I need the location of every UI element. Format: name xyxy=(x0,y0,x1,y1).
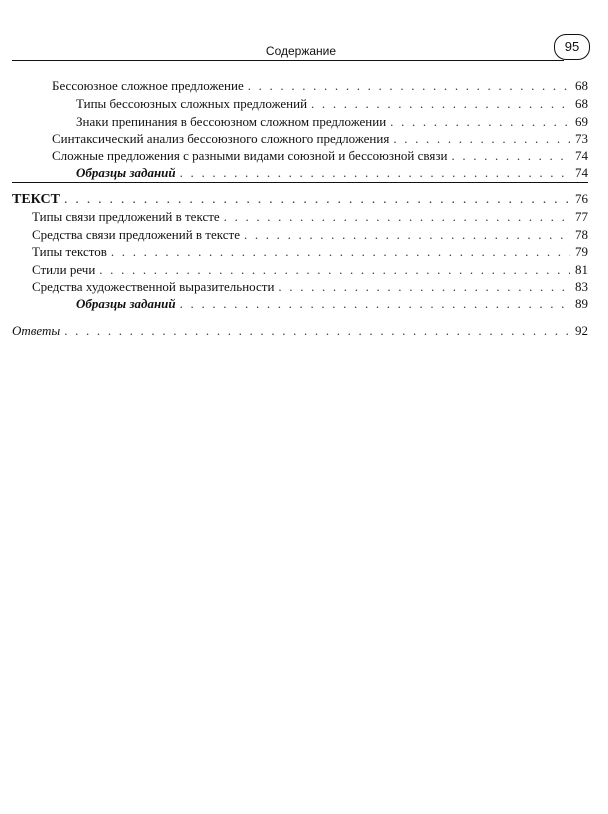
toc-entry-page: 76 xyxy=(575,191,588,206)
toc-entry-page: 69 xyxy=(575,114,588,129)
page-number-badge: 95 xyxy=(554,34,590,60)
toc-leader-dots xyxy=(311,96,570,111)
toc-entry-title: Знаки препинания в бессоюзном сложном предложении xyxy=(76,114,387,129)
toc-leader-dots xyxy=(278,279,570,294)
toc-section-heading[interactable] xyxy=(12,191,588,207)
toc-entry-page: 77 xyxy=(575,209,588,224)
toc-entry-page: 83 xyxy=(575,279,588,294)
toc-leader-dots xyxy=(64,323,570,338)
toc-leader-dots xyxy=(99,262,570,277)
toc-leader-dots xyxy=(244,227,570,242)
toc-entry-title: Средства художественной выразительности xyxy=(32,279,275,294)
toc-entry[interactable] xyxy=(32,244,588,260)
toc-entry-page: 92 xyxy=(575,323,588,338)
header-rule xyxy=(12,60,564,61)
toc-entry-answers[interactable] xyxy=(12,323,588,339)
toc-entry-title: ТЕКСТ xyxy=(12,192,60,207)
toc-entry-title: Средства связи предложений в тексте xyxy=(32,227,240,242)
toc-entry-title: Сложные предложения с разными видами союзной и бессоюзной связи xyxy=(52,148,448,163)
toc-entry-page: 68 xyxy=(575,78,588,93)
toc-entry-page: 78 xyxy=(575,227,588,242)
toc-entry-title: Типы текстов xyxy=(32,244,107,259)
toc-entry-page: 81 xyxy=(575,262,588,277)
toc-entry[interactable] xyxy=(76,114,588,130)
toc-leader-dots xyxy=(390,114,570,129)
section-divider xyxy=(12,182,588,183)
toc-entry-page: 74 xyxy=(575,165,588,180)
toc-entry-page: 89 xyxy=(575,296,588,311)
toc-entry-title: Типы бессоюзных сложных предложений xyxy=(76,96,308,111)
toc-entry-page: 68 xyxy=(575,96,588,111)
toc-entry-exercises[interactable] xyxy=(76,165,588,181)
page-header xyxy=(12,36,590,64)
toc-leader-dots xyxy=(180,296,570,311)
toc-entry-title: Синтаксический анализ бессоюзного сложного предложения xyxy=(52,131,390,146)
toc-entry[interactable] xyxy=(32,209,588,225)
toc-leader-dots xyxy=(224,209,570,224)
toc-leader-dots xyxy=(451,148,570,163)
toc-entry[interactable] xyxy=(52,131,588,147)
toc-entry-page: 74 xyxy=(575,148,588,163)
toc-leader-dots xyxy=(248,78,570,93)
toc-entry-exercises[interactable] xyxy=(76,296,588,312)
toc-entry[interactable] xyxy=(52,78,588,94)
toc-entry-title: Образцы заданий xyxy=(76,165,176,180)
toc-entry[interactable] xyxy=(32,227,588,243)
toc-entry[interactable] xyxy=(32,262,588,278)
toc-entry-title: Бессоюзное сложное предложение xyxy=(52,78,244,93)
toc-entry-page: 79 xyxy=(575,244,588,259)
toc-entry[interactable] xyxy=(76,96,588,112)
toc-entry-title: Ответы xyxy=(12,323,61,338)
toc-entry-page: 73 xyxy=(575,131,588,146)
toc-leader-dots xyxy=(64,192,570,207)
toc-entry[interactable] xyxy=(52,148,588,164)
running-head-title: Содержание xyxy=(265,44,337,58)
toc-leader-dots xyxy=(180,165,570,180)
toc-leader-dots xyxy=(393,131,570,146)
toc-entry-title: Образцы заданий xyxy=(76,296,176,311)
toc-entry-title: Типы связи предложений в тексте xyxy=(32,209,220,224)
toc-entry[interactable] xyxy=(32,279,588,295)
toc-entry-title: Стили речи xyxy=(32,262,96,277)
toc-leader-dots xyxy=(111,244,570,259)
